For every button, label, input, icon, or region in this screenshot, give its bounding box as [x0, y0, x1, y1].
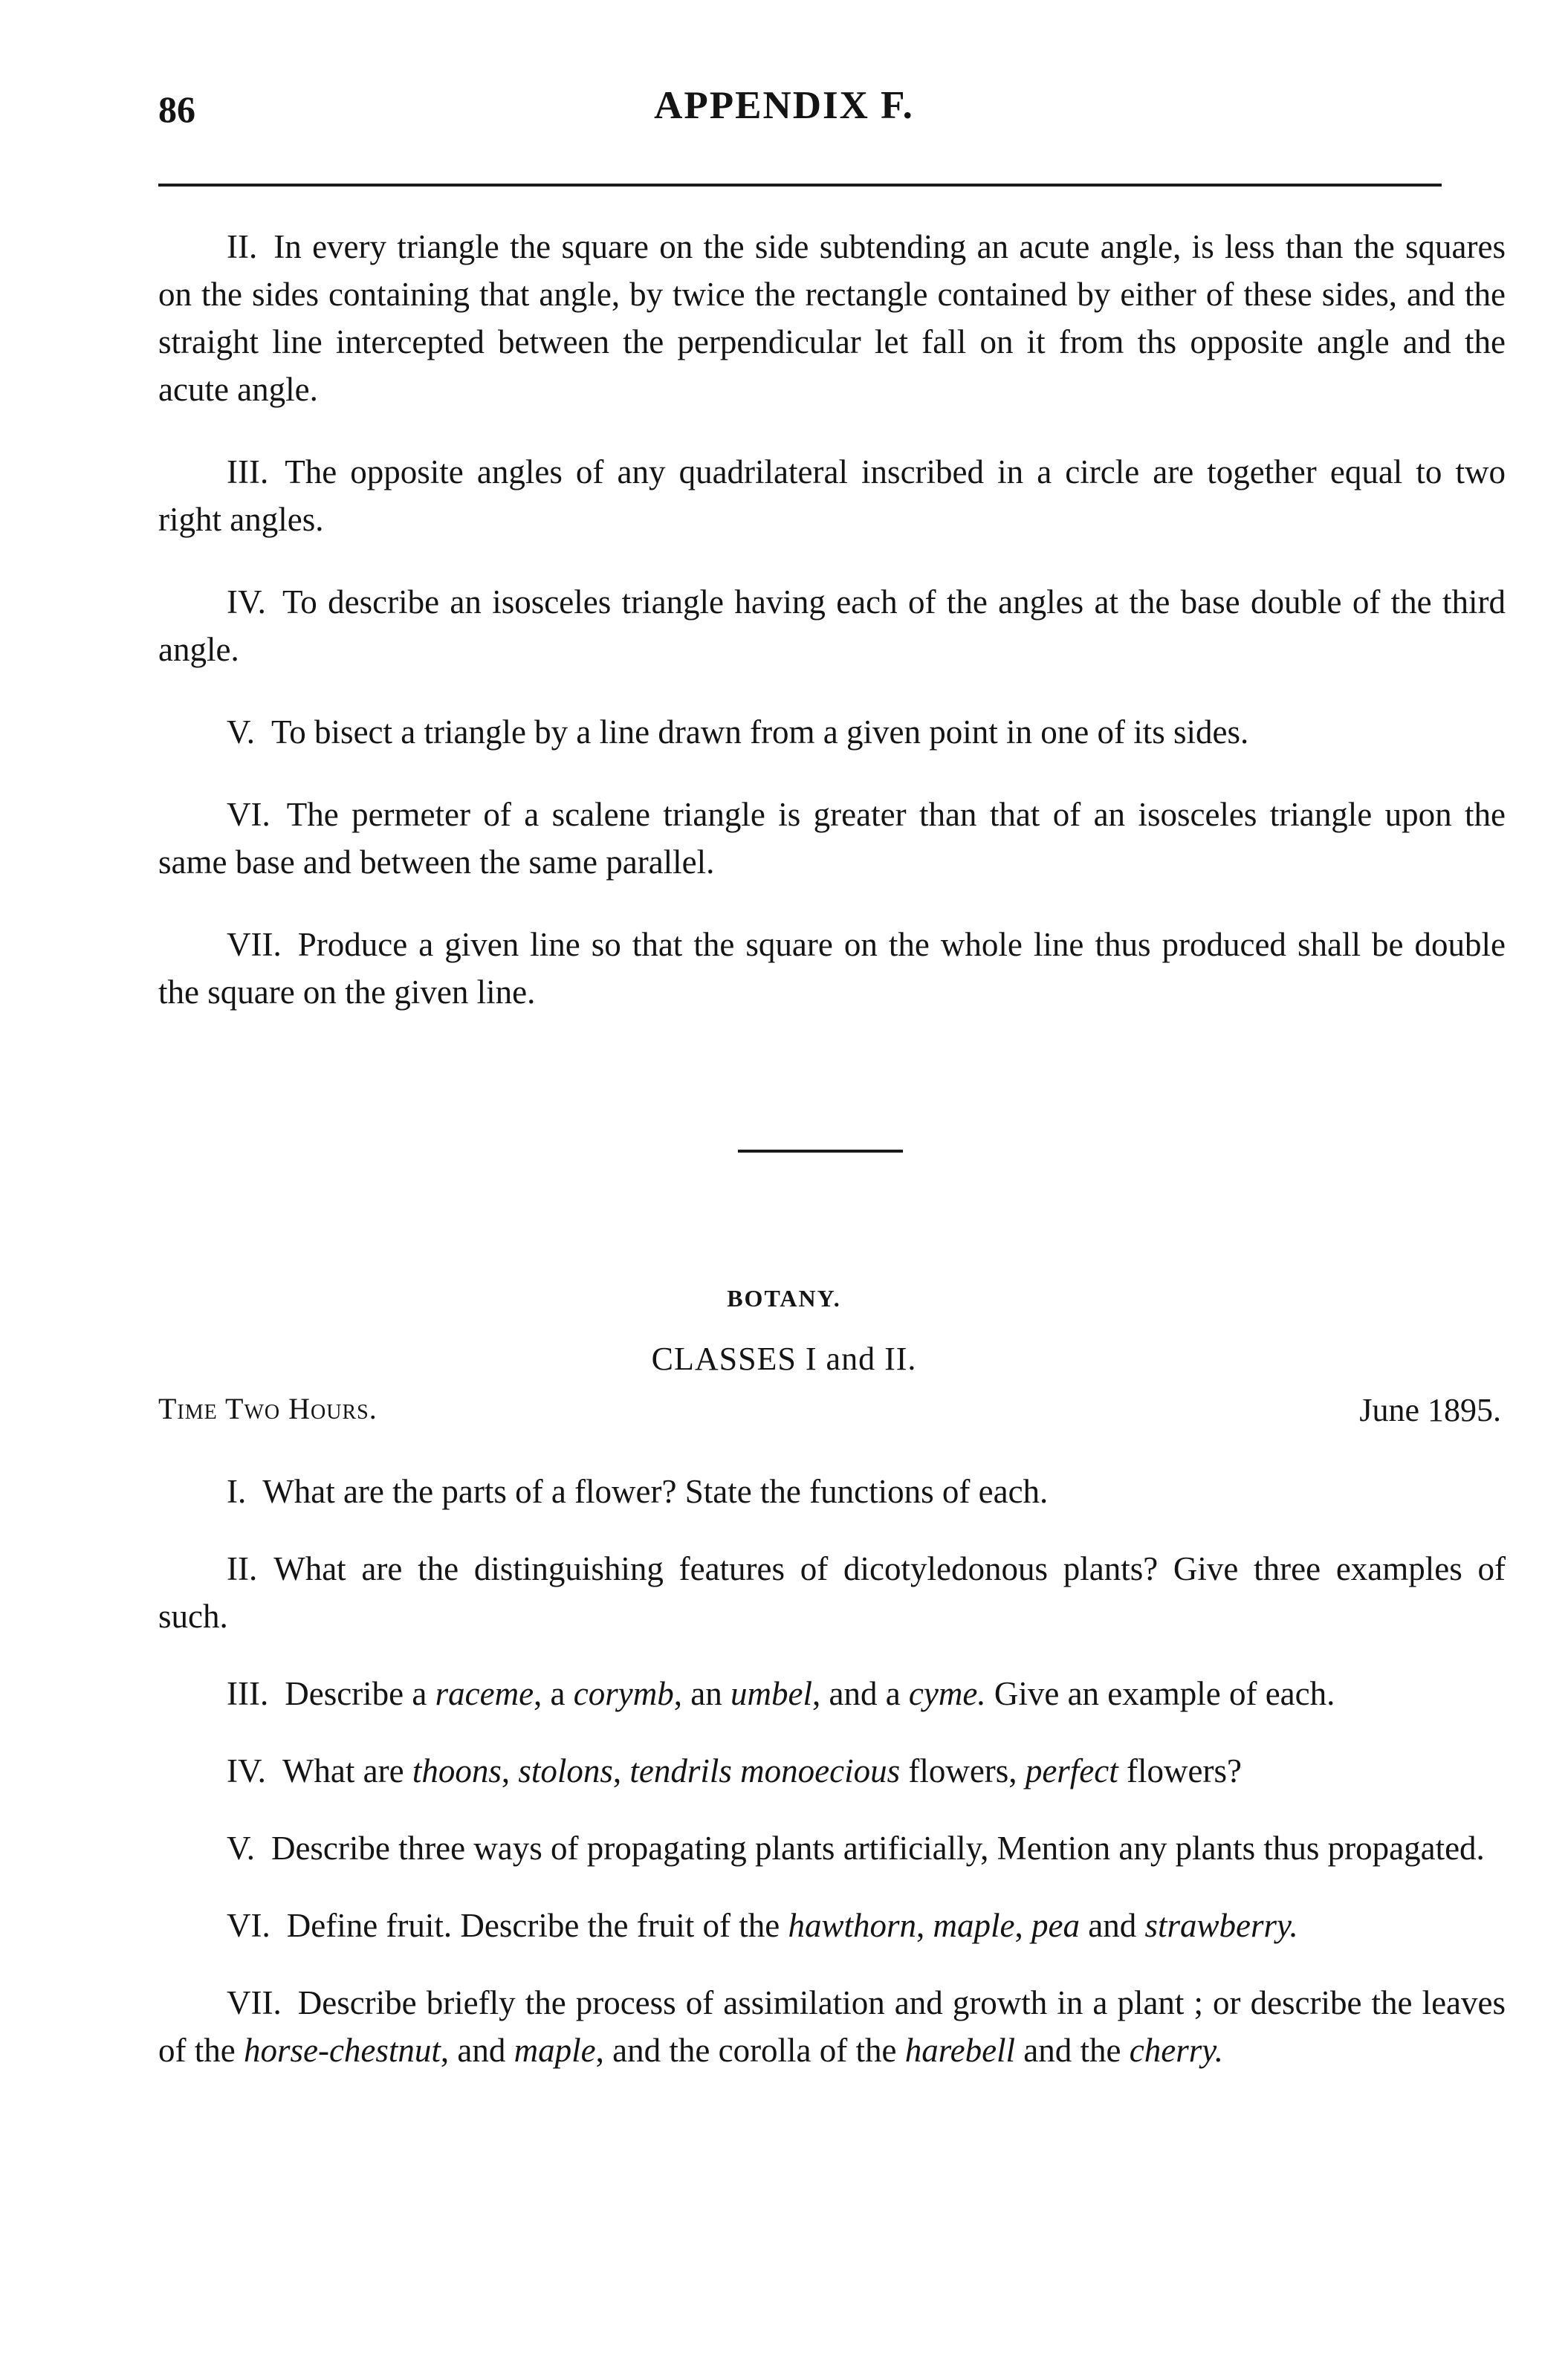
- italic-term: tendrils monoecious: [629, 1752, 901, 1789]
- italic-term: corymb: [573, 1675, 674, 1712]
- italic-term: cherry.: [1129, 2032, 1223, 2069]
- running-head: APPENDIX F.: [654, 84, 914, 127]
- question-item: III. The opposite angles of any quadrilateral inscribed in a circle are together equal to two right angles.: [158, 453, 1506, 538]
- botany-questions: [158, 1468, 1506, 2104]
- italic-term: horse-chestnut: [243, 2032, 441, 2069]
- italic-term: hawthorn: [788, 1907, 917, 1944]
- question-number: I.: [227, 1473, 247, 1510]
- question-item: IV. To describe an isosceles triangle having each of the angles at the base double of the third angle.: [158, 583, 1506, 668]
- question-item: I. What are the parts of a flower? State the functions of each.: [227, 1473, 1049, 1510]
- italic-term: perfect: [1025, 1752, 1118, 1789]
- section-title: BOTANY.: [727, 1285, 841, 1312]
- question-item: V. To bisect a triangle by a line drawn from a given point in one of its sides.: [227, 713, 1249, 751]
- italic-term: raceme: [435, 1675, 534, 1712]
- question-number: V.: [227, 713, 255, 751]
- question-number: VI.: [227, 796, 270, 833]
- geometry-questions: [158, 223, 1506, 1051]
- question-item: VI. The permeter of a scalene triangle is greater than that of an isosceles triangle upon the same base and between the same parallel.: [158, 796, 1506, 881]
- question-item: II. What are the distinguishing features of dicotyledonous plants? Give three examples of such.: [158, 1550, 1506, 1635]
- question-number: II.: [227, 228, 258, 265]
- classes-heading: CLASSES I and II.: [651, 1341, 917, 1377]
- question-number: III.: [227, 1675, 269, 1712]
- question-item: VII. Describe briefly the process of assimilation and growth in a plant ; or describe the leaves of the horse-chestnut, and maple, and the corolla of the harebell and the cherry.: [158, 1984, 1506, 2069]
- question-item: VII. Produce a given line so that the square on the whole line thus produced shall be double the square on the given line.: [158, 926, 1506, 1011]
- question-number: VI.: [227, 1907, 270, 1944]
- question-item: V. Describe three ways of propagating plants artificially, Mention any plants thus propagated.: [227, 1830, 1485, 1867]
- italic-term: harebell: [904, 2032, 1016, 2069]
- question-item: VI. Define fruit. Describe the fruit of the hawthorn, maple, pea and strawberry.: [227, 1907, 1298, 1944]
- question-item: II. In every triangle the square on the side subtending an acute angle, is less than the squares on the sides containing that angle, by twice the rectangle contained by either of these sides, and the straight line intercepted between the perpendicular let fall on it from ths opposite angle and the acute angle.: [158, 228, 1506, 408]
- question-item: IV. What are thoons, stolons, tendrils monoecious flowers, perfect flowers?: [227, 1752, 1242, 1789]
- exam-time: Time Two Hours.: [158, 1392, 378, 1425]
- section-separator: [738, 1150, 903, 1153]
- question-item: III. Describe a raceme, a corymb, an umbel, and a cyme. Give an example of each.: [227, 1675, 1335, 1712]
- question-number: IV.: [227, 583, 266, 621]
- italic-term: strawberry.: [1144, 1907, 1298, 1944]
- question-number: IV.: [227, 1752, 266, 1789]
- question-number: III.: [227, 453, 269, 490]
- italic-term: cyme.: [908, 1675, 986, 1712]
- question-number: II.: [227, 1550, 258, 1587]
- question-number: V.: [227, 1830, 255, 1867]
- italic-term: maple: [514, 2032, 596, 2069]
- question-number: VII.: [227, 926, 282, 963]
- exam-date: June 1895.: [1359, 1392, 1501, 1428]
- page-number: 86: [158, 88, 195, 130]
- header-rule: [158, 184, 1442, 187]
- italic-term: stolons: [518, 1752, 613, 1789]
- italic-term: umbel: [730, 1675, 812, 1712]
- italic-term: pea: [1031, 1907, 1080, 1944]
- italic-term: thoons: [412, 1752, 502, 1789]
- question-number: VII.: [227, 1984, 282, 2021]
- italic-term: maple: [933, 1907, 1015, 1944]
